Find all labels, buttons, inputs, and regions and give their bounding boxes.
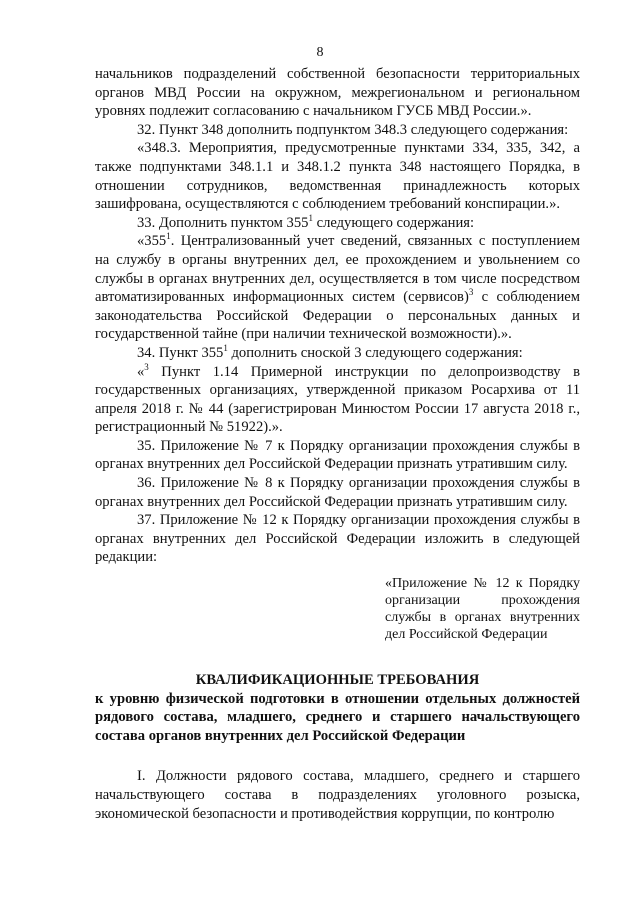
- paragraph-33: 33. Дополнить пунктом $355^1$ следующего содержания:: [137, 212, 475, 231]
- paragraph-37: 37. Приложение № 12 к Порядку организации прохождения службы в органах внутренних дел Российской Федерации изложить в следующей редакции:: [95, 512, 580, 566]
- page-number: 8: [316, 45, 324, 60]
- paragraph-32: 32. Пункт 348 дополнить подпунктом 348.3 следующего содержания:: [137, 121, 569, 138]
- paragraph-35: 35. Приложение № 7 к Порядку организации прохождения службы в органах внутренних дел Российской Федерации признать утратившим силу.: [95, 437, 580, 473]
- document-body: [95, 65, 580, 823]
- paragraph-34: 34. Пункт $355^1$ дополнить сноской 3 следующего содержания:: [137, 342, 523, 361]
- section-subheading: к уровню физической подготовки в отношении отдельных должностей рядового состава, младшего, среднего и старшего начальствующего состава органов внутренних дел Российской Федерации: [95, 690, 580, 744]
- paragraph-355-1: «$355^1$. Централизованный учет сведений, связанных с поступлением на службу в органы внутренних дел, ее прохождением и увольнением со службы в органах внутренних дел, осуществляется в том числе посредством автоматизированных информационных систем (сервисов)$^3$ с соблюдением законодательства Российской Федерации о персональных данных и государственной тайне (при наличии технической возможности).».: [95, 231, 580, 343]
- appendix-reference: «Приложение № 12 к Порядку организации прохождения службы в органах внутренних дел Российской Федерации: [385, 576, 580, 643]
- section-1-text: I. Должности рядового состава, младшего, среднего и старшего начальствующего состава в подразделениях уголовного розыска, экономической безопасности и противодействия коррупции, по контролю: [95, 768, 580, 822]
- paragraph-footnote-3: «$^3$ Пункт 1.14 Примерной инструкции по делопроизводству в государственных организациях, утвержденной приказом Росархива от 11 апреля 2018 г. № 44 (зарегистрирован Минюстом России 17 августа 2018 г., регистрационный № 51922).».: [95, 361, 580, 436]
- paragraph-348-3: «348.3. Мероприятия, предусмотренные пунктами 334, 335, 342, а также подпунктами 348.1.1 и 348.1.2 пункта 348 настоящего Порядка, в отношении сотрудников, ведомственная принадлежность которых зашифрована, осуществляются с соблюдением требований конспирации.».: [95, 140, 580, 213]
- section-heading: КВАЛИФИКАЦИОННЫЕ ТРЕБОВАНИЯ: [195, 672, 480, 689]
- paragraph-continuation: начальников подразделений собственной безопасности территориальных органов МВД России на окружном, межрегиональном и региональном уровнях подлежит согласованию с начальником ГУСБ МВД России.».: [95, 66, 580, 120]
- paragraph-36: 36. Приложение № 8 к Порядку организации прохождения службы в органах внутренних дел Российской Федерации признать утратившим силу.: [95, 475, 580, 510]
